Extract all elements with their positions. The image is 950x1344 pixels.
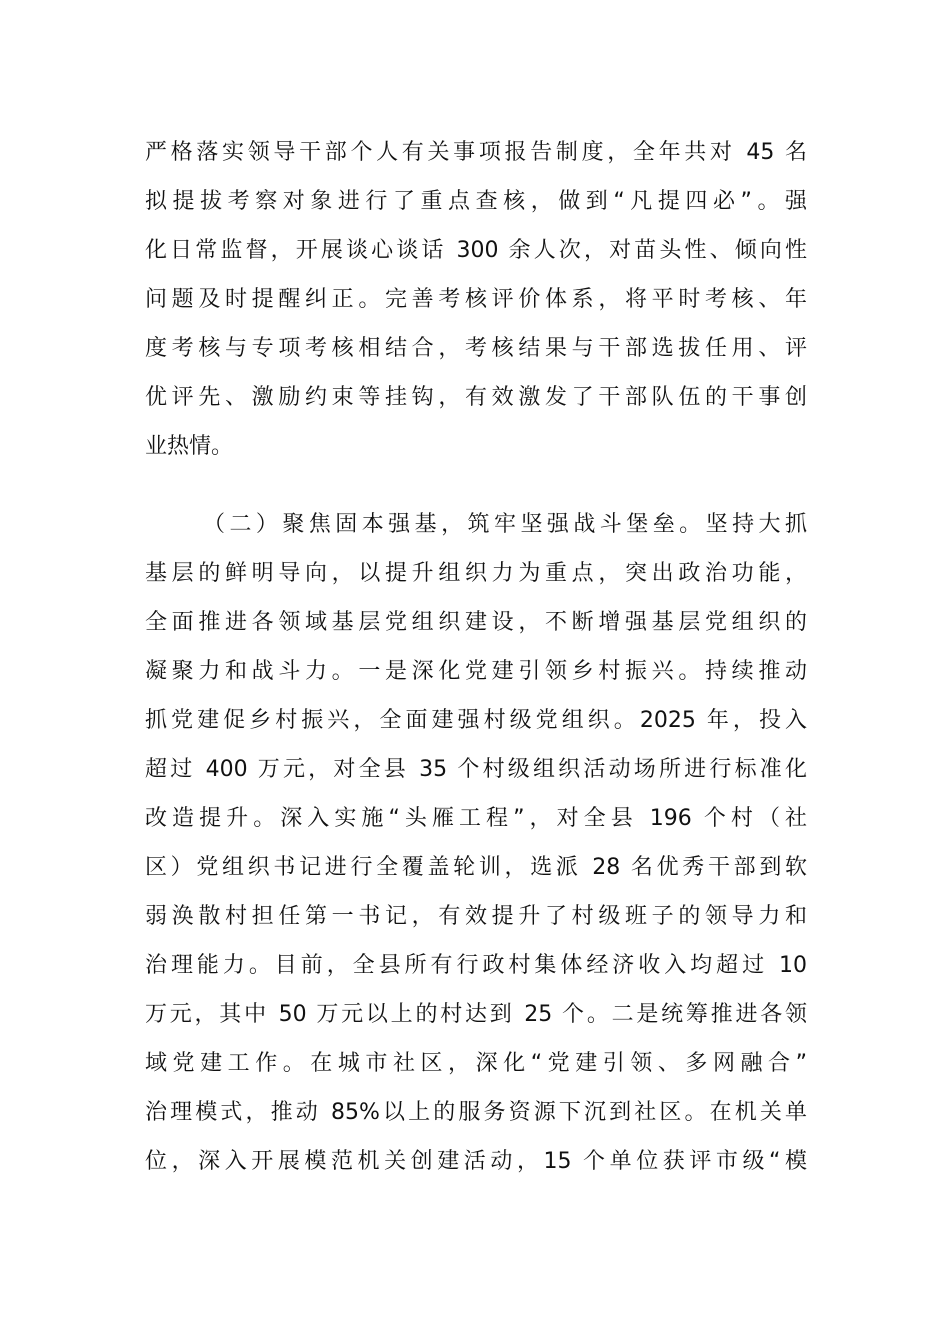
text-line: 万元，其中 50 万元以上的村达到 25 个。二是统筹推进各领 <box>145 1002 807 1027</box>
paragraph-cadre-supervision <box>145 128 807 471</box>
text-line: 基层的鲜明导向，以提升组织力为重点，突出政治功能， <box>145 561 807 586</box>
text-line: 问题及时提醒纠正。完善考核评价体系，将平时考核、年 <box>145 287 807 312</box>
text-line: 全面推进各领域基层党组织建设，不断增强基层党组织的 <box>145 610 807 635</box>
text-line: 抓党建促乡村振兴，全面建强村级党组织。2025 年，投入 <box>145 708 807 733</box>
text-line: 凝聚力和战斗力。一是深化党建引领乡村振兴。持续推动 <box>145 659 807 684</box>
text-line: 弱涣散村担任第一书记，有效提升了村级班子的领导力和 <box>145 904 807 929</box>
text-line: 区）党组织书记进行全覆盖轮训，选派 28 名优秀干部到软 <box>145 855 807 880</box>
text-line: 度考核与专项考核相结合，考核结果与干部选拔任用、评 <box>145 336 807 361</box>
text-line: 超过 400 万元，对全县 35 个村级组织活动场所进行标准化 <box>145 757 807 782</box>
text-line: 严格落实领导干部个人有关事项报告制度，全年共对 45 名 <box>145 140 807 165</box>
text-line: 治理模式，推动 85%以上的服务资源下沉到社区。在机关单 <box>145 1100 807 1125</box>
text-line: 化日常监督，开展谈心谈话 300 余人次，对苗头性、倾向性 <box>145 238 807 263</box>
text-line: 优评先、激励约束等挂钩，有效激发了干部队伍的干事创 <box>145 385 807 410</box>
paragraph-grassroots-building <box>145 500 807 1186</box>
text-line: 拟提拔考察对象进行了重点查核，做到“凡提四必”。强 <box>145 189 807 214</box>
text-line: 位，深入开展模范机关创建活动，15 个单位获评市级“模 <box>145 1149 807 1174</box>
section-heading-line: （二）聚焦固本强基，筑牢坚强战斗堡垒。坚持大抓 <box>203 512 807 537</box>
text-line: 业热情。 <box>145 434 234 459</box>
text-line: 域党建工作。在城市社区，深化“党建引领、多网融合” <box>145 1051 807 1076</box>
text-line: 治理能力。目前，全县所有行政村集体经济收入均超过 10 <box>145 953 807 978</box>
text-line: 改造提升。深入实施“头雁工程”，对全县 196 个村（社 <box>145 806 807 831</box>
